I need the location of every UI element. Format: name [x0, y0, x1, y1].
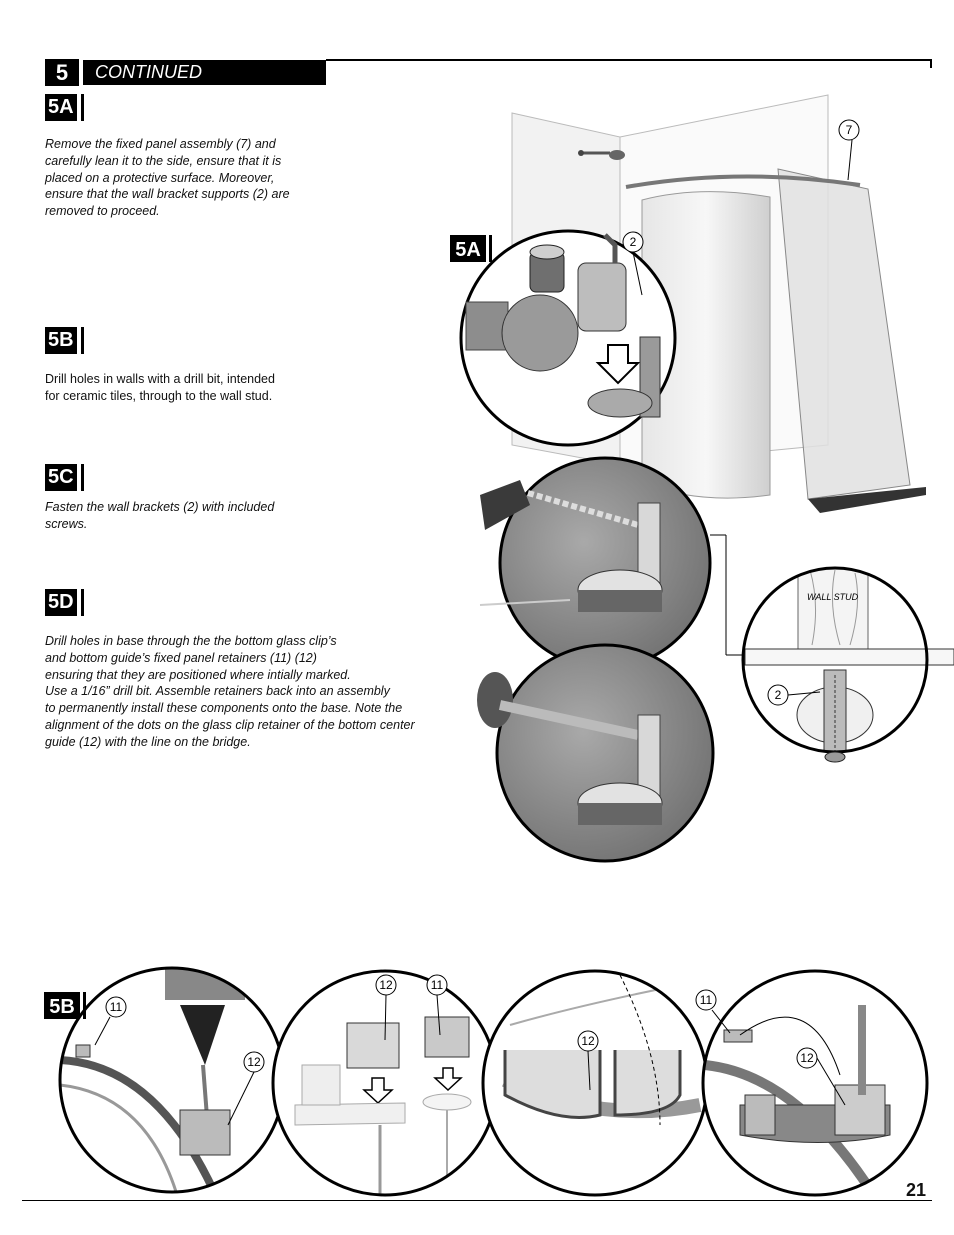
bottom-detail-row — [40, 965, 940, 1205]
callout-7 — [839, 120, 859, 180]
wall-stud-label: WALL STUD — [807, 592, 859, 602]
svg-text:11: 11 — [109, 1000, 123, 1014]
fixed-panel — [778, 169, 910, 499]
step-label-5d: 5D — [45, 589, 77, 616]
detail-circle-5a — [461, 231, 675, 445]
step-label-5a: 5A — [45, 94, 77, 121]
bottom-label-5b: 5B — [49, 996, 75, 1018]
bottom-circle-exploded — [270, 965, 500, 1205]
circle-label-5a — [450, 235, 492, 262]
continued-bar: CONTINUED — [83, 60, 326, 85]
wall-stud-detail — [740, 565, 954, 775]
svg-text:2: 2 — [629, 235, 637, 249]
bottom-circle-drill-base — [40, 965, 300, 1205]
svg-text:12: 12 — [379, 978, 393, 992]
svg-text:11: 11 — [699, 993, 713, 1007]
bottom-circle-alignment — [480, 965, 710, 1205]
step-label-5c: 5C — [45, 464, 77, 491]
svg-text:7: 7 — [845, 123, 853, 137]
header-rule — [326, 59, 932, 61]
wall-tile-layer — [745, 649, 954, 665]
svg-text:2: 2 — [774, 688, 782, 702]
detail-circle-screw — [477, 645, 713, 861]
header-rule-tick — [930, 59, 932, 68]
svg-text:12: 12 — [581, 1034, 595, 1048]
svg-text:12: 12 — [800, 1051, 814, 1065]
step-number: 5 — [45, 59, 79, 86]
step-label-5b: 5B — [45, 327, 77, 354]
step-5a-text: Remove the fixed panel assembly (7) and carefully lean it to the side, ensure that it is placed on a protective surface. Moreover, ensure that the wall bracket supports (2) are removed to proceed. — [45, 137, 290, 219]
step-5b-text: Drill holes in walls with a drill bit, intended for ceramic tiles, through to the wall stud. — [45, 372, 275, 403]
step-5d-text: Drill holes in base through the the bottom glass clip’s and bottom guide’s fixed panel retainers (11) (12) ensuring that they are positioned where intially marked. Use a 1/16” drill bit. Assemble retainers back into an assembly to permanently install these components onto the base. Note the alignment of the dots on the glass clip retainer of the bottom center guide (12) with the line on the bridge. — [45, 634, 415, 749]
footer-rule — [22, 1200, 932, 1201]
page-number: 21 — [906, 1180, 927, 1200]
step-5c-text: Fasten the wall brackets (2) with included screws. — [45, 500, 275, 531]
svg-text:11: 11 — [430, 978, 444, 992]
svg-text:5A: 5A — [455, 239, 481, 261]
bottom-circle-install — [696, 965, 940, 1205]
detail-circle-drill — [480, 458, 710, 668]
svg-text:12: 12 — [247, 1055, 261, 1069]
